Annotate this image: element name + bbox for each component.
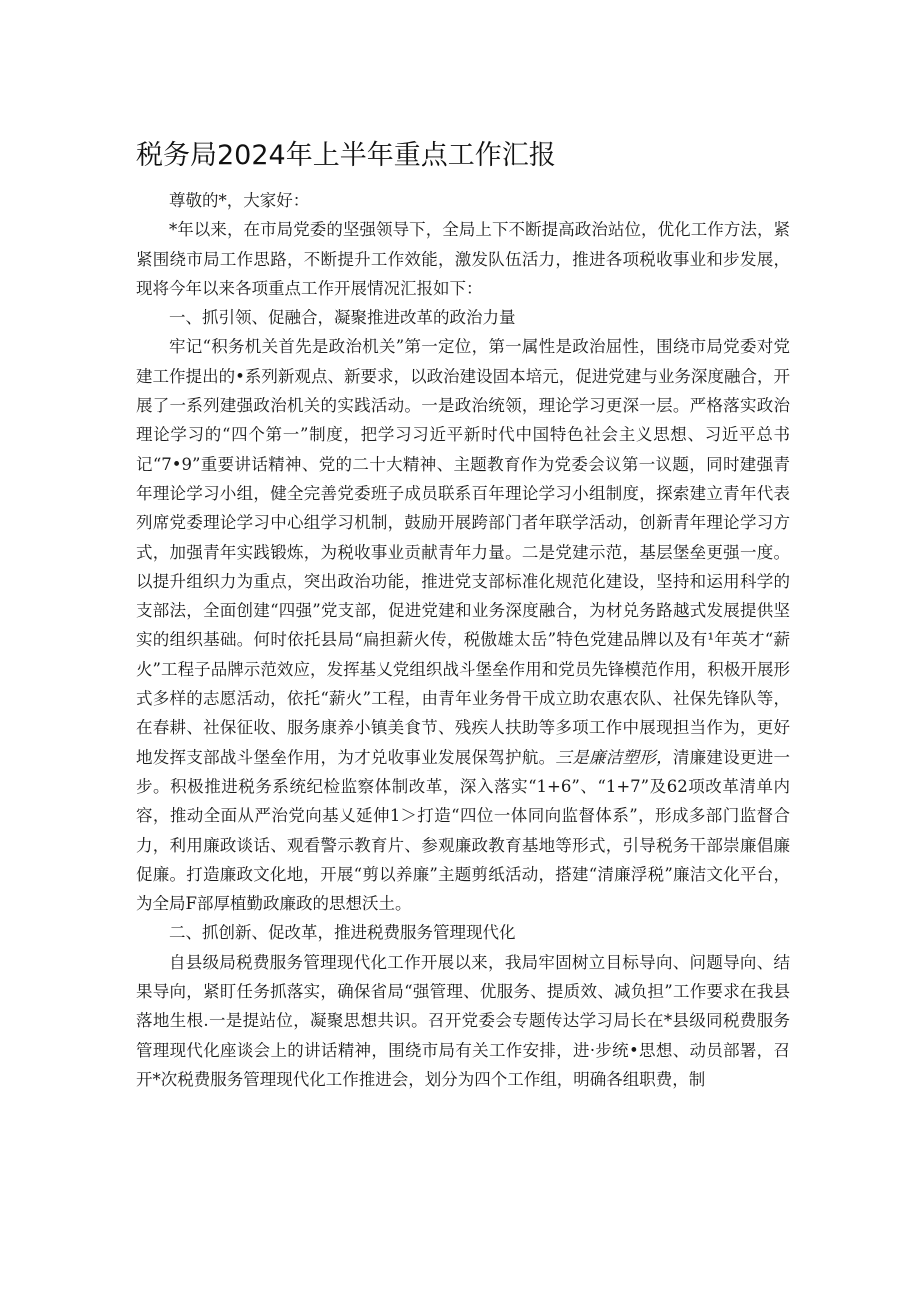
section-2-heading: 二、抓创新、促改革，推进税费服务管理现代化 <box>169 923 516 943</box>
intro-paragraph: *年以来，在市局党委的坚强领导下，全局上下不断提高政治站位，优化工作方法，紧紧围绕市局工作思路，不断提升工作效能，激发队伍活力，推进各项税收事业和步发展，现将今年以来各项重点工作开展情况汇报如下： <box>136 220 790 298</box>
document-body <box>136 186 790 1094</box>
section-1-italic-text: 三是廉洁塑形， <box>555 747 673 767</box>
section-1-heading: 一、抓引领、促融合，凝聚推进改革的政治力量 <box>169 308 516 328</box>
section-1-text-a: 牢记“积务机关首先是政治机关”第一定位，第一属性是政治屈性，围绕市局党委对党建工作提出的•系列新观点、新要求，以政治建设固本培元，促进党建与业务深度融合，开展了一系列建强政治机关的实践活动。一是政治统领，理论学习更深一层。严格落实政治理论学习的“四个第一”制度，把学习习近平新时代中国特色社会主义思想、习近平总书记“7•9”重要讲话精神、党的二十大精神、主题教育作为党委会议第一议题，同时建强青年理论学习小组，健全完善党委班子成员联系百年理论学习小组制度，探索建立青年代表列席党委理论学习中心组学习机制，鼓励开展跨部门者年联学活动，创新青年理论学习方式，加强青年实践锻炼，为税收事业贡献青年力量。二是党建示范，基层堡垒更强一度。以提升组织力为重点，突出政治功能，推进党支部标准化规范化建设，坚持和运用科学的支部法，全面创建“四强”党支部，促进党建和业务深度融合，为材兑务路越式发展提供坚实的组织基础。何时依托县局“扁担薪火传，税傲雄太岳”特色党建品牌以及有¹年英才“薪火”工程子品牌示范效应，发挥基乂党组织战斗堡垒作用和党员先锋模范作用，积极开展形式多样的志愿活动，依托“薪火”工程，由青年业务骨干成立助农惠农队、社保先锋队等，在春耕、社保征收、服务康养小镇美食节、残疾人扶助等多项工作中展现担当作为，更好地发挥支部战斗堡垒作用，为才兑收事业发展保驾护航。 <box>136 337 790 767</box>
section-1-paragraph <box>136 332 790 918</box>
greeting-paragraph: 尊敬的*，大家好： <box>169 191 310 210</box>
section-2-paragraph: 自县级局税费服务管理现代化工作开展以来，我局牢固树立目标导向、问题导向、结果导向，紧盯任务抓落实，确保省局“强管理、优服务、提质效、减负担”工作要求在我县落地生根.一是提站位，凝聚思想共识。召开党委会专题传达学习局长在*县级同税费服务管理现代化座谈会上的讲话精神，围绕市局有关工作安排，进·步统•思想、动员部署，召开*次税费服务管理现代化工作推进会，划分为四个工作组，明确各组职费，制 <box>136 952 790 1089</box>
section-1-text-b: 清廉建设更进一步。积极推进税务系统纪检监察体制改革，深入落实“1+6”、“1+7”及62项改革清单内容，推动全面从严治党向基乂延伸1＞打造“四位一体同向监督体系”，形成多部门监督合力，利用廉政谈话、观看警示教育片、参观廉政教育基地等形式，引导税务干部崇廉倡廉促廉。打造廉政文化地，开展“剪以养廉”主题剪纸活动，搭建“清廉浮税”廉洁文化平台，为全局F部厚植勤政廉政的思想沃土。 <box>136 747 791 914</box>
document-title: 税务局2024年上半年重点工作汇报 <box>136 140 556 171</box>
